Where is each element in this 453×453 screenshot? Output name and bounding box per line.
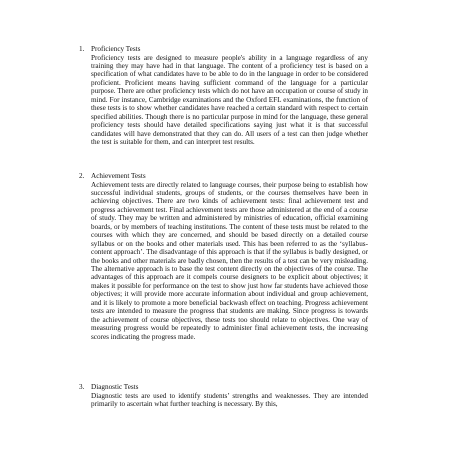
section-body: Proficiency tests are designed to measure people's ability in a language regardless of any training they may have had in that language. The content of a proficiency test is based on a specification of what candidates have to be able to do in the language in order to be considered proficient. Proficient means having sufficient command of the language for a particular purpose. There are other proficiency tests which do not have an occupation or course of study in mind. For instance, Cambridge examinations and the Oxford EFL examinations, the function of these tests is to show whether candidates have reached a certain standard with respect to certain specified abilities. Though there is no particular purpose in mind for the language, these general proficiency tests should have detailed specifications saying just what it is that successful candidates will have demonstrated that they can do. All users of a test can then judge whether the test is suitable for them, and can interpret test results.: [91, 53, 368, 147]
section-heading: [79, 172, 146, 180]
section-title: Diagnostic Tests: [91, 383, 139, 391]
section-heading: [79, 383, 138, 391]
section-heading: [79, 45, 140, 53]
section-title: Proficiency Tests: [91, 45, 141, 53]
section-body: Achievement tests are directly related to language courses, their purpose being to establish how successful individual students, groups of students, or the courses themselves have been in achieving objectives. There are two kinds of achievement tests: final achievement test and progress achievement test. Final achievement tests are those administered at the end of a course of study. They may be written and administered by ministries of education, official examining boards, or by members of teaching institutions. The content of these tests must be related to the courses with which they are concerned, and should be based directly on a detailed course syllabus or on the books and other materials used. This has been referred to as the ‘syllabus-content approach’. The disadvantage of this approach is that if the syllabus is badly designed, or the books and other materials are badly chosen, then the results of a test can be very misleading. The alternative approach is to base the test content directly on the objectives of the course. The advantages of this approach are it compels course designers to be explicit about objectives; it makes it possible for performance on the test to show just how far students have achieved those objectives; it will provide more accurate information about individual and group achievement, and it is likely to promote a more beneficial backwash effect on teaching. Progress achievement tests are intended to measure the progress that students are making. Since progress is towards the achievement of course objectives, these tests too should relate to objectives. One way of measuring progress would be repeatedly to administer final achievement tests, the increasing scores indicating the progress made.: [91, 180, 368, 341]
section-number: 1.: [79, 45, 85, 53]
section-number: 3.: [79, 383, 85, 391]
section-number: 2.: [79, 172, 85, 180]
section-body: Diagnostic tests are used to identify students’ strengths and weaknesses. They are intended primarily to ascertain what further teaching is necessary. By this,: [91, 391, 368, 408]
section-title: Achievement Tests: [91, 172, 146, 180]
